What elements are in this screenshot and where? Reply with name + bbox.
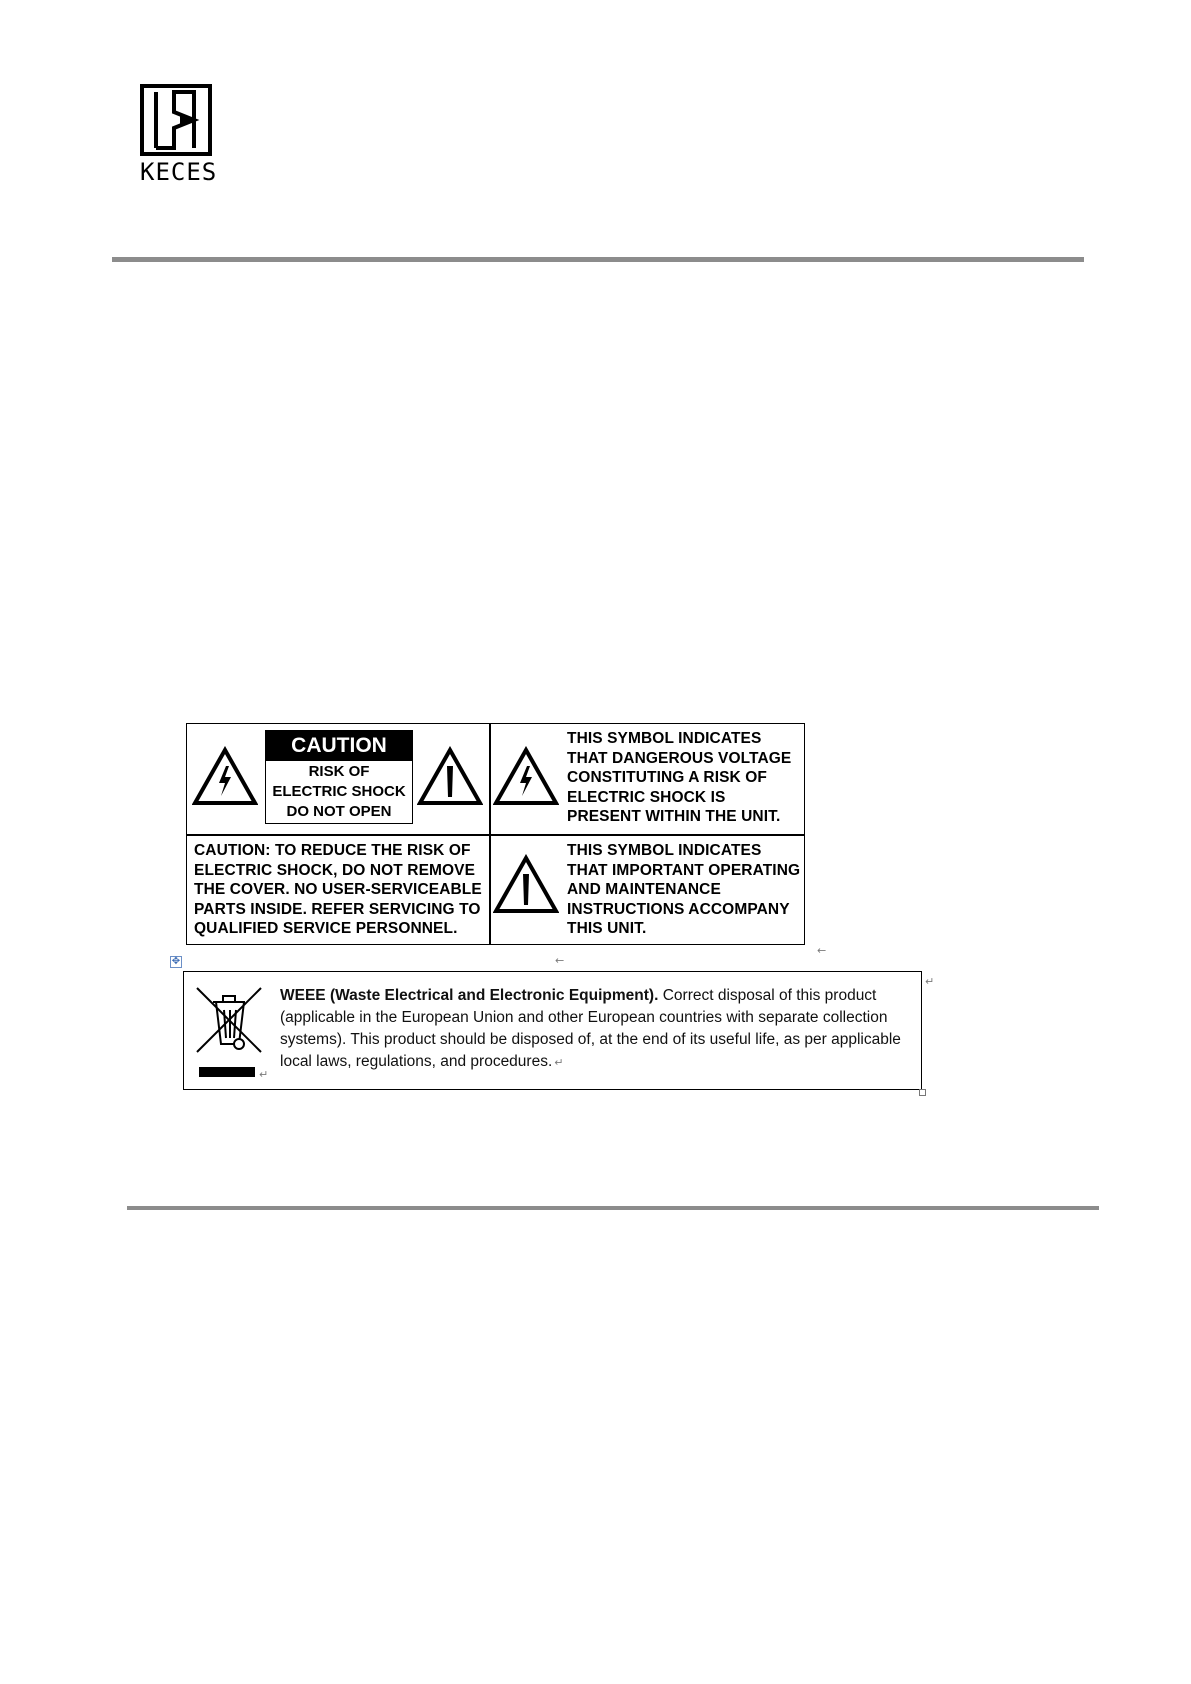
- reduce-risk-text: CAUTION: TO REDUCE THE RISK OF ELECTRIC SHOCK, DO NOT REMOVE THE COVER. NO USER-SERVICEABLE PARTS INSIDE. REFER SERVICING TO QUALIFIED SERVICE PERSONNEL.: [194, 842, 482, 937]
- keces-logo: [140, 84, 220, 184]
- weee-bar: [199, 1067, 255, 1077]
- arrow-mark: ←: [555, 954, 565, 967]
- paragraph-mark: ↵: [925, 975, 935, 988]
- caution-line-open: DO NOT OPEN: [286, 803, 392, 820]
- paragraph-mark: ↵: [259, 1068, 269, 1081]
- weee-title: WEEE (Waste Electrical and Electronic Equipment).: [280, 987, 659, 1004]
- crossed-bin-icon: [193, 984, 265, 1056]
- caution-sign: [265, 730, 413, 824]
- keces-logo-mark: [140, 84, 212, 156]
- caution-label-table: [186, 723, 805, 945]
- operating-symbol-text: THIS SYMBOL INDICATES THAT IMPORTANT OPERATING AND MAINTENANCE INSTRUCTIONS ACCOMPANY THIS UNIT.: [567, 842, 801, 937]
- voltage-symbol-text: THIS SYMBOL INDICATES THAT DANGEROUS VOLTAGE CONSTITUTING A RISK OF ELECTRIC SHOCK IS PRESENT WITHIN THE UNIT.: [567, 730, 792, 825]
- caution-line-risk: RISK OF: [308, 763, 370, 780]
- arrow-mark: ←: [817, 944, 827, 957]
- bottom-divider: [127, 1206, 1099, 1210]
- lightning-triangle-icon: [493, 746, 559, 806]
- table-horizontal-divider: [187, 834, 804, 836]
- paragraph-mark: ↵: [554, 1056, 564, 1069]
- top-divider: [112, 257, 1084, 262]
- exclamation-triangle-icon: [417, 746, 483, 806]
- logo-wordmark: KECES: [140, 158, 218, 186]
- exclamation-triangle-icon: [493, 854, 559, 914]
- table-resize-handle[interactable]: [919, 1089, 926, 1096]
- weee-text: [280, 985, 910, 1073]
- weee-body: Correct disposal of this product (applicable in the European Union and other European countries with separate collection systems). This product should be disposed of, at the end of its useful life, as per applicable local laws, regulations, and procedures.: [280, 987, 901, 1070]
- caution-heading: CAUTION: [266, 731, 412, 761]
- caution-line-shock: ELECTRIC SHOCK: [272, 783, 406, 800]
- table-move-handle-icon[interactable]: ✥: [171, 956, 181, 967]
- lightning-triangle-icon: [192, 746, 258, 806]
- weee-notice: [183, 971, 922, 1090]
